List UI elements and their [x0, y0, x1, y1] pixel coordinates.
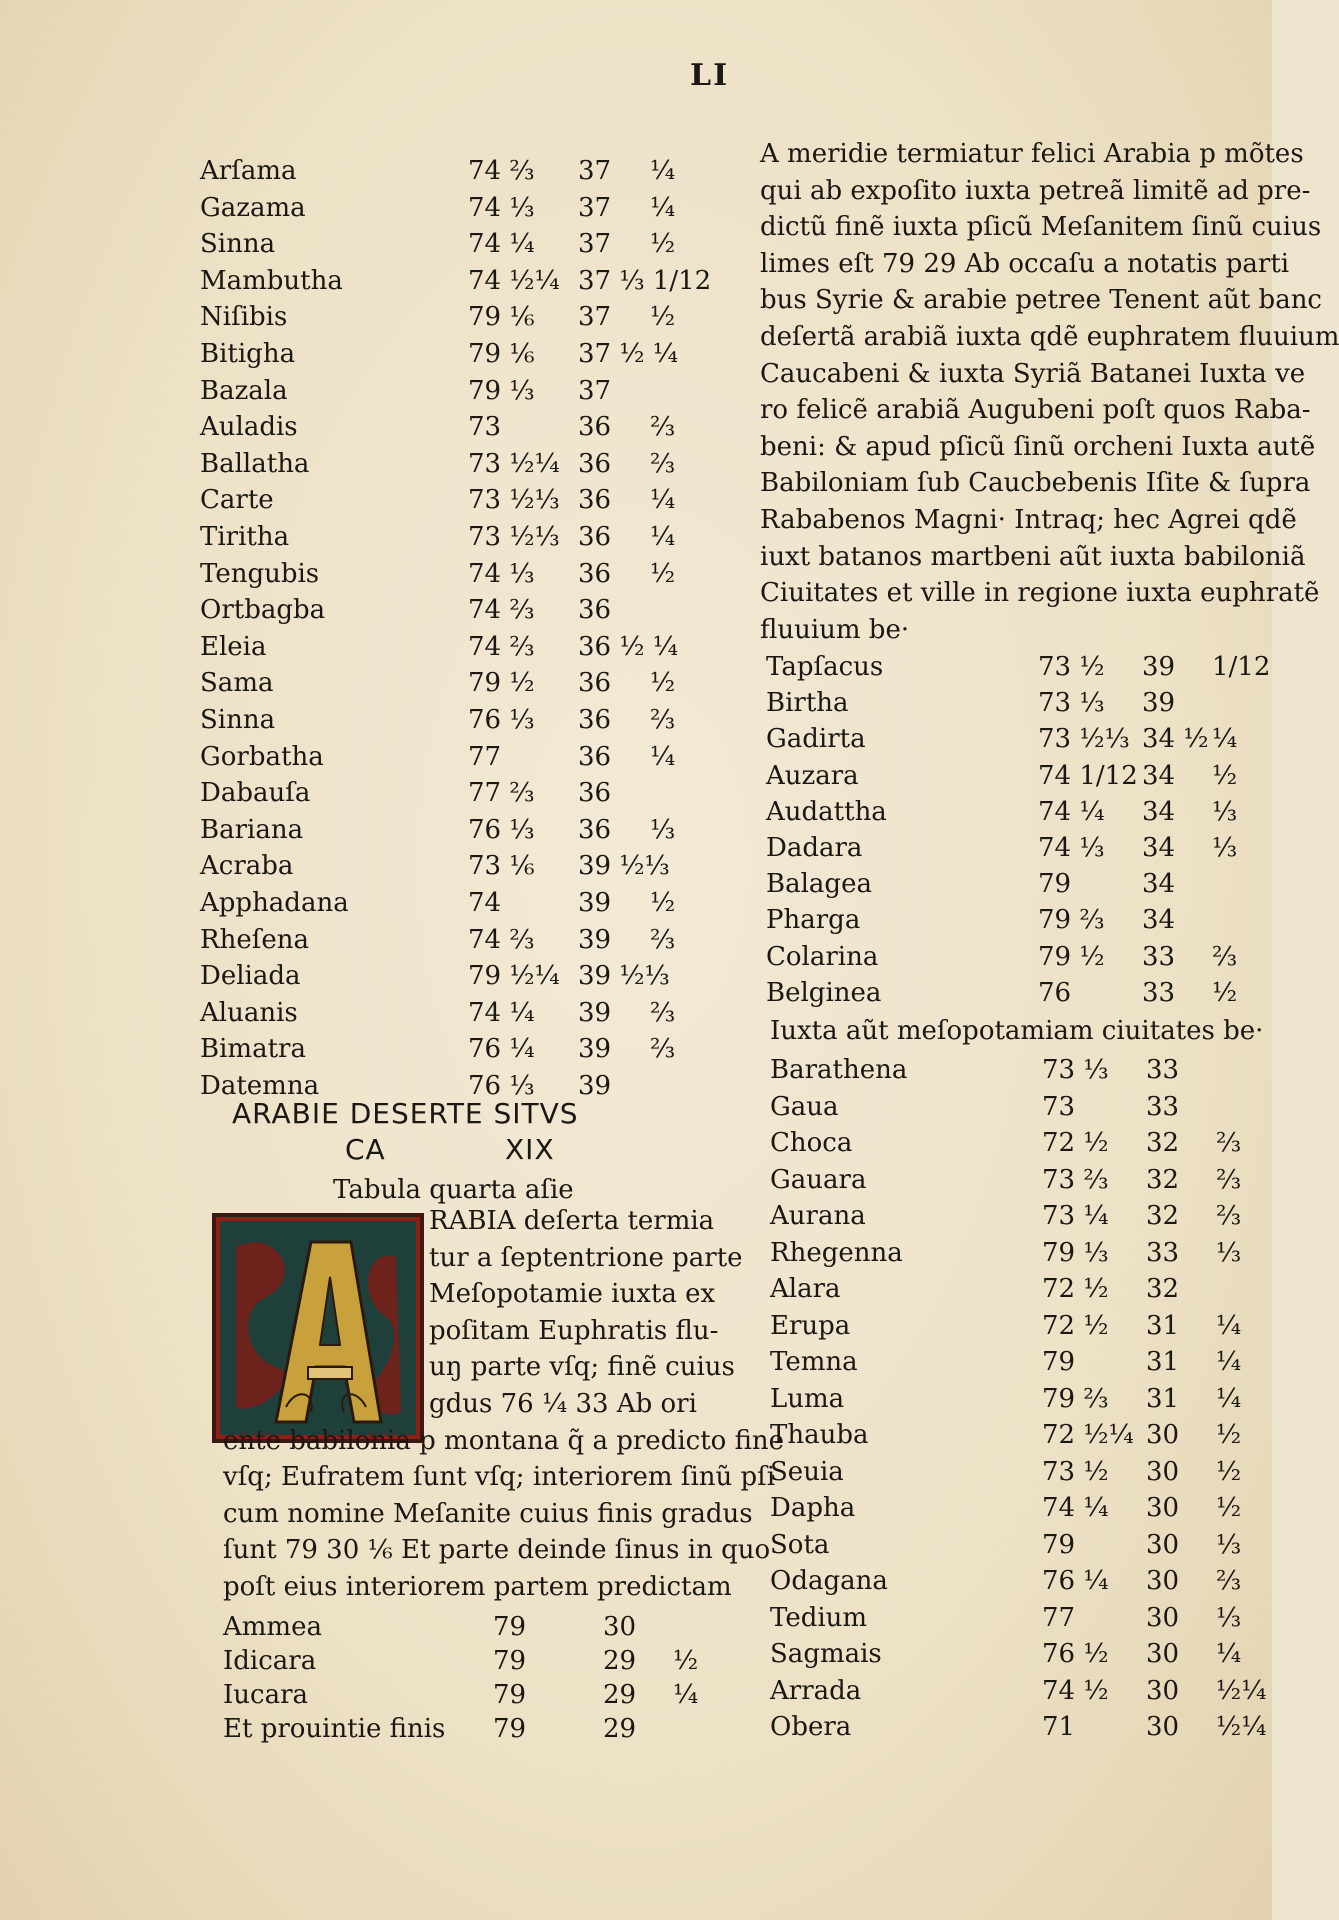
place-name: Birtha — [766, 688, 849, 719]
text-line: ente babilonia p montana q̃ a predicto fine — [223, 1425, 785, 1456]
text-line: poſt eius interiorem partem predictam — [223, 1571, 732, 1602]
place-name: Auzara — [766, 760, 859, 791]
longitude: 73 ½¼ — [468, 448, 560, 479]
fraction: ⅓ — [650, 814, 676, 845]
latitude: 30 — [1146, 1456, 1180, 1487]
longitude: 79 ⅙ — [468, 302, 535, 333]
place-name: Sama — [200, 668, 274, 699]
text-line: Meſopotamie iuxta ex — [429, 1279, 716, 1310]
fraction: ½ — [1216, 1420, 1242, 1450]
fraction: ½ — [1216, 1493, 1242, 1523]
latitude: 30 — [1146, 1493, 1180, 1523]
fraction: ¼ — [1216, 1639, 1242, 1669]
longitude: 79 ⅔ — [1042, 1383, 1109, 1414]
longitude: 79 — [1042, 1347, 1076, 1377]
latitude: 37 ½ ¼ — [578, 339, 679, 369]
latitude: 34 — [1142, 905, 1176, 936]
latitude: 29 — [603, 1646, 637, 1676]
latitude: 37 — [578, 156, 612, 186]
fraction: ¼ — [650, 192, 676, 223]
latitude: 32 — [1146, 1128, 1180, 1158]
longitude: 73 ¼ — [1042, 1201, 1109, 1231]
longitude: 77 — [468, 741, 502, 772]
longitude: 73 ½ — [1042, 1456, 1109, 1487]
latitude: 33 — [1142, 941, 1176, 972]
latitude: 33 — [1146, 1055, 1180, 1085]
longitude: 74 1/12 — [1038, 760, 1138, 791]
longitude: 74 ⅔ — [468, 631, 535, 662]
place-name: Bitigha — [200, 339, 296, 369]
fraction: ⅔ — [1212, 941, 1238, 972]
longitude: 73 ⅙ — [468, 851, 535, 882]
longitude: 74 ¼ — [1042, 1493, 1109, 1523]
text-line: Rababenos Magni· Intraq; hec Agrei qdẽ — [760, 504, 1297, 535]
place-name: Choca — [770, 1128, 853, 1158]
chapter-number: XIX — [505, 1133, 555, 1166]
fraction: ½ — [1212, 760, 1238, 791]
place-name: Tapſacus — [766, 652, 884, 682]
place-name: Bariana — [200, 814, 304, 845]
fraction: ¼ — [650, 156, 676, 186]
latitude: 33 — [1146, 1091, 1180, 1122]
longitude: 73 ½⅓ — [468, 485, 560, 516]
fraction: ½ — [650, 302, 676, 333]
longitude: 72 ½ — [1042, 1128, 1109, 1158]
longitude: 72 ½¼ — [1042, 1420, 1134, 1450]
fraction: ⅓ — [1216, 1529, 1242, 1560]
latitude: 36 ½ ¼ — [578, 631, 679, 662]
latitude: 30 — [1146, 1420, 1180, 1450]
fraction: ¼ — [650, 522, 676, 552]
longitude: 74 ⅓ — [468, 192, 535, 223]
place-name: Alara — [770, 1274, 841, 1304]
right-mid-line: Iuxta aũt meſopotamiam ciuitates be· — [770, 1016, 1264, 1046]
fraction: ¼ — [1216, 1383, 1242, 1414]
longitude: 77 — [1042, 1602, 1076, 1633]
place-name: Luma — [770, 1383, 845, 1414]
latitude: 32 — [1146, 1274, 1180, 1304]
place-name: Et prouintie finis — [223, 1714, 446, 1744]
place-name: Auladis — [200, 412, 298, 443]
place-name: Iucara — [223, 1680, 309, 1710]
longitude: 74 ½¼ — [468, 265, 560, 296]
place-name: Bimatra — [200, 1034, 306, 1065]
place-name: Arſama — [200, 156, 297, 186]
place-name: Tengubis — [200, 558, 320, 589]
fraction: ½ — [673, 1646, 699, 1676]
fraction: ½ — [1212, 977, 1238, 1008]
longitude: 79 — [1042, 1529, 1076, 1560]
latitude: 39 — [578, 997, 612, 1028]
longitude: 71 — [1042, 1712, 1076, 1742]
place-name: Gauara — [770, 1164, 867, 1195]
fraction: ¼ — [650, 485, 676, 516]
place-name: Arrada — [770, 1675, 862, 1706]
text-line: Caucabeni & iuxta Syriã Batanei Iuxta ve — [760, 358, 1306, 389]
fraction: 1/12 — [1212, 652, 1271, 682]
longitude: 76 ½ — [1042, 1639, 1109, 1669]
place-name: Sinna — [200, 229, 276, 260]
fraction: ⅔ — [650, 412, 676, 443]
longitude: 79 — [493, 1680, 527, 1710]
place-name: Ammea — [223, 1612, 322, 1642]
latitude: 34 — [1142, 833, 1176, 863]
latitude: 39 ½⅓ — [578, 961, 670, 992]
latitude: 36 — [578, 412, 612, 443]
text-line: limes eſt 79 29 Ab occaſu a notatis parti — [760, 248, 1290, 279]
longitude: 74 ¼ — [468, 229, 535, 260]
fraction: ⅓ — [1216, 1602, 1242, 1633]
place-name: Sagmais — [770, 1639, 882, 1669]
longitude: 73 — [1042, 1091, 1076, 1122]
place-name: Eleia — [200, 631, 267, 662]
place-name: Obera — [770, 1712, 852, 1742]
longitude: 76 — [1038, 977, 1072, 1008]
fraction: ¼ — [1212, 724, 1238, 755]
fraction: ½¼ — [1216, 1675, 1267, 1706]
text-line: RABIA deſerta termia — [429, 1206, 715, 1236]
latitude: 31 — [1146, 1310, 1180, 1341]
place-name: Sota — [770, 1529, 830, 1560]
latitude: 30 — [1146, 1675, 1180, 1706]
fraction: ¼ — [1216, 1347, 1242, 1377]
fraction: ⅔ — [650, 705, 676, 735]
place-name: Thauba — [770, 1420, 869, 1450]
fraction: ½ — [650, 668, 676, 699]
longitude: 74 ⅓ — [468, 558, 535, 589]
latitude: 39 — [1142, 652, 1176, 682]
longitude: 73 ⅓ — [1038, 688, 1105, 719]
longitude: 76 ¼ — [1042, 1566, 1109, 1596]
place-name: Gazama — [200, 192, 306, 223]
text-line: fluuium be· — [760, 614, 910, 645]
fraction: ½ — [650, 558, 676, 589]
longitude: 73 ½ — [1038, 652, 1105, 682]
text-line: qui ab expoſito iuxta petreã limitẽ ad pre- — [760, 175, 1311, 206]
place-name: Colarina — [766, 941, 879, 972]
place-name: Tiritha — [200, 522, 290, 552]
place-name: Odagana — [770, 1566, 888, 1596]
longitude: 73 ⅔ — [1042, 1164, 1109, 1195]
latitude: 37 — [578, 229, 612, 260]
longitude: 73 ½⅓ — [1038, 724, 1130, 755]
text-line: deſertã arabiã iuxta qdẽ euphratem fluuium — [760, 321, 1339, 352]
text-line: beni: & apud pſicũ ſinũ orcheni Iuxta autẽ — [760, 431, 1316, 462]
longitude: 74 ⅔ — [468, 924, 535, 955]
longitude: 79 — [493, 1646, 527, 1676]
text-line: uŋ parte vſq; finẽ cuius — [429, 1352, 735, 1383]
longitude: 74 ½ — [1042, 1675, 1109, 1706]
latitude: 36 — [578, 448, 612, 479]
latitude: 36 — [578, 814, 612, 845]
text-line: Ciuitates et ville in regione iuxta euphratẽ — [760, 578, 1320, 609]
place-name: Belginea — [766, 977, 882, 1008]
place-name: Sinna — [200, 705, 276, 735]
place-name: Gorbatha — [200, 741, 324, 772]
fraction: ⅓ — [1212, 833, 1238, 863]
place-name: Datemna — [200, 1071, 320, 1101]
place-name: Barathena — [770, 1055, 908, 1085]
longitude: 79 ½ — [1038, 941, 1105, 972]
place-name: Mambutha — [200, 265, 343, 296]
fraction: ⅓ — [1216, 1237, 1242, 1268]
longitude: 79 — [493, 1612, 527, 1642]
latitude: 36 — [578, 558, 612, 589]
place-name: Niſibis — [200, 302, 288, 333]
text-line: Babiloniam ſub Caucbebenis Iſite & ſupra — [760, 468, 1311, 499]
latitude: 31 — [1146, 1347, 1180, 1377]
longitude: 79 ⅔ — [1038, 905, 1105, 936]
longitude: 72 ½ — [1042, 1310, 1109, 1341]
place-name: Temna — [770, 1347, 858, 1377]
fraction: ⅔ — [1216, 1128, 1242, 1158]
longitude: 73 — [468, 412, 502, 443]
latitude: 39 — [578, 1034, 612, 1065]
latitude: 32 — [1146, 1201, 1180, 1231]
place-name: Tedium — [770, 1602, 868, 1633]
longitude: 79 — [1038, 869, 1072, 900]
latitude: 34 — [1142, 760, 1176, 791]
fraction: ½¼ — [1216, 1712, 1267, 1742]
fraction: ¼ — [650, 741, 676, 772]
place-name: Rheſena — [200, 924, 309, 955]
latitude: 36 — [578, 778, 612, 809]
place-name: Idicara — [223, 1646, 317, 1676]
latitude: 37 — [578, 192, 612, 223]
text-line: ſunt 79 30 ⅙ Et parte deinde ſinus in quo — [223, 1535, 771, 1566]
place-name: Dapha — [770, 1493, 856, 1523]
longitude: 79 ½¼ — [468, 961, 560, 992]
place-name: Ballatha — [200, 448, 310, 479]
fraction: ⅔ — [650, 997, 676, 1028]
fraction: ⅔ — [1216, 1201, 1242, 1231]
latitude: 37 — [578, 375, 612, 406]
latitude: 39 — [578, 1071, 612, 1101]
longitude: 76 ⅓ — [468, 814, 535, 845]
fraction: ⅔ — [650, 1034, 676, 1065]
latitude: 33 — [1146, 1237, 1180, 1268]
fraction: ½ — [650, 888, 676, 918]
place-name: Carte — [200, 485, 274, 516]
latitude: 39 ½⅓ — [578, 851, 670, 882]
place-name: Apphadana — [200, 888, 349, 918]
latitude: 36 — [578, 522, 612, 552]
latitude: 33 — [1142, 977, 1176, 1008]
latitude: 36 — [578, 741, 612, 772]
latitude: 30 — [1146, 1639, 1180, 1669]
fraction: ⅔ — [1216, 1164, 1242, 1195]
latitude: 39 — [578, 888, 612, 918]
longitude: 79 ⅓ — [1042, 1237, 1109, 1268]
fraction: ⅔ — [1216, 1566, 1242, 1596]
left-prose — [223, 1203, 784, 1606]
text-line: ro felicẽ arabiã Augubeni poſt quos Raba- — [760, 395, 1311, 426]
text-line: vſq; Eufratem ſunt vſq; interiorem ſinũ pſi — [223, 1462, 776, 1493]
latitude: 30 — [1146, 1566, 1180, 1596]
longitude: 76 ⅓ — [468, 705, 535, 735]
place-name: Acraba — [200, 851, 294, 882]
place-name: Aluanis — [200, 997, 298, 1028]
latitude: 34 — [1142, 796, 1176, 827]
text-line: dictũ finẽ iuxta pſicũ Meſanitem ſinũ cuius — [760, 212, 1322, 243]
place-name: Gadirta — [766, 724, 866, 755]
place-name: Seuia — [770, 1456, 844, 1487]
longitude: 72 ½ — [1042, 1274, 1109, 1304]
longitude: 79 ⅙ — [468, 339, 535, 369]
latitude: 34 ½ — [1142, 724, 1209, 755]
place-name: Gaua — [770, 1091, 839, 1122]
text-line: bus Syrie & arabie petree Tenent aũt banc — [760, 285, 1322, 316]
fraction: ¼ — [673, 1680, 699, 1710]
latitude: 36 — [578, 705, 612, 735]
place-name: Dabauſa — [200, 778, 311, 809]
place-name: Aurana — [770, 1201, 866, 1231]
latitude: 36 — [578, 668, 612, 699]
fraction: ½ — [650, 229, 676, 260]
longitude: 74 ⅔ — [468, 595, 535, 626]
longitude: 74 ¼ — [468, 997, 535, 1028]
latitude: 39 — [578, 924, 612, 955]
fraction: ⅔ — [650, 924, 676, 955]
text-line: A meridie termiatur felici Arabia p mõtes — [760, 139, 1304, 169]
latitude: 34 — [1142, 869, 1176, 900]
place-name: Pharga — [766, 905, 861, 936]
longitude: 79 ½ — [468, 668, 535, 699]
latitude: 31 — [1146, 1383, 1180, 1414]
longitude: 79 ⅓ — [468, 375, 535, 406]
place-name: Ortbagba — [200, 595, 326, 626]
folio-number: LI — [690, 58, 730, 93]
fraction: ¼ — [1216, 1310, 1242, 1341]
longitude: 73 ½⅓ — [468, 522, 560, 552]
text-line: tur a ſeptentrione parte — [429, 1242, 743, 1273]
longitude: 73 ⅓ — [1042, 1055, 1109, 1085]
place-name: Audattha — [766, 796, 887, 827]
longitude: 76 ⅓ — [468, 1071, 535, 1101]
fraction: ⅔ — [650, 448, 676, 479]
section-title: ARABIE DESERTE SITVS — [232, 1097, 579, 1130]
latitude: 37 — [578, 302, 612, 333]
chapter-label: CA — [345, 1133, 386, 1166]
place-name: Rhegenna — [770, 1237, 903, 1268]
fraction: ½ — [1216, 1456, 1242, 1487]
latitude: 30 — [1146, 1529, 1180, 1560]
tabula-caption: Tabula quarta aſie — [333, 1175, 574, 1205]
text-line: gdus 76 ¼ 33 Ab ori — [429, 1388, 697, 1419]
text-line: poſitam Euphratis flu- — [429, 1315, 719, 1346]
latitude: 30 — [603, 1612, 637, 1642]
latitude: 30 — [1146, 1602, 1180, 1633]
fraction: ⅓ — [1212, 796, 1238, 827]
latitude: 29 — [603, 1714, 637, 1744]
right-prose — [760, 136, 1339, 648]
text-line: iuxt batanos martbeni aũt iuxta babiloniã — [760, 541, 1306, 572]
longitude: 74 ¼ — [1038, 796, 1105, 827]
longitude: 74 ⅔ — [468, 156, 535, 186]
longitude: 76 ¼ — [468, 1034, 535, 1065]
latitude: 32 — [1146, 1164, 1180, 1195]
latitude: 30 — [1146, 1712, 1180, 1742]
place-name: Dadara — [766, 833, 863, 863]
place-name: Bazala — [200, 375, 288, 406]
place-name: Deliada — [200, 961, 301, 992]
place-name: Balagea — [766, 869, 872, 900]
longitude: 74 — [468, 888, 502, 918]
longitude: 74 ⅓ — [1038, 833, 1105, 863]
latitude: 39 — [1142, 688, 1176, 719]
latitude: 37 ⅓ 1/12 — [578, 265, 712, 296]
text-line: cum nomine Meſanite cuius finis gradus — [223, 1498, 753, 1529]
latitude: 36 — [578, 485, 612, 516]
latitude: 36 — [578, 595, 612, 626]
place-name: Erupa — [770, 1310, 851, 1341]
latitude: 29 — [603, 1680, 637, 1710]
longitude: 79 — [493, 1714, 527, 1744]
longitude: 77 ⅔ — [468, 778, 535, 809]
